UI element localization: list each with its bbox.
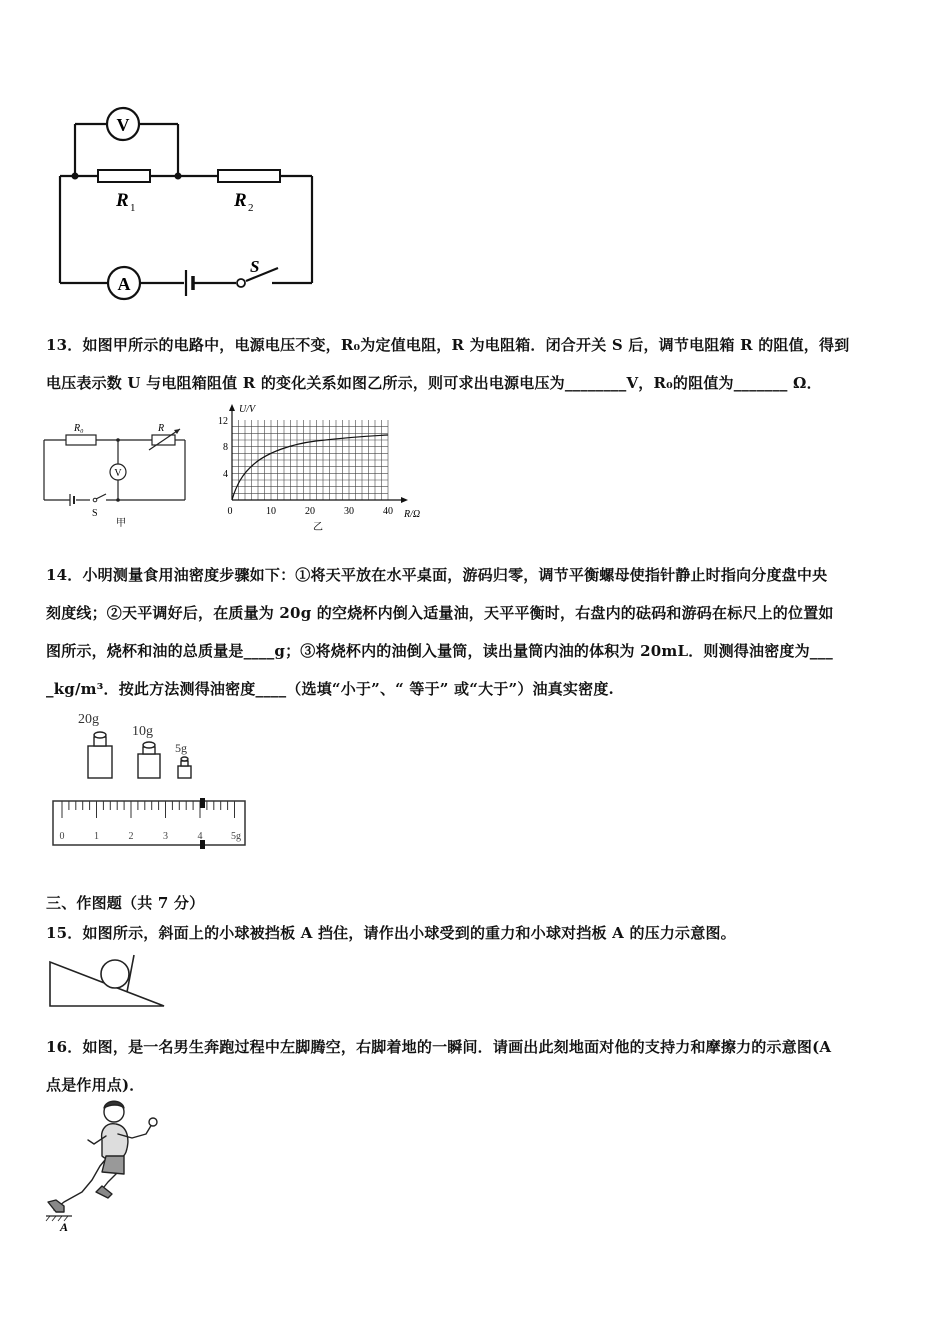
q14-line-3: 图所示，烧杯和油的总质量是____g；③将烧杯内的油倒入量筒，读出量筒内油的体积为 20mL．则测得油密度为___ — [46, 642, 833, 660]
question-13 — [46, 326, 849, 402]
section-heading: 三、作图题（共 7 分） — [46, 894, 205, 912]
weight-10g — [138, 754, 160, 778]
r1-subscript: 1 — [130, 202, 136, 214]
incline-ball-diagram — [46, 952, 171, 1010]
question-14 — [46, 556, 834, 708]
q14-line-2: 刻度线；②天平调好后，在质量为 20g 的空烧杯内倒入适量油，天平平衡时，右盘内的砝码和游码在标尺上的位置如 — [46, 604, 834, 622]
switch-label: S — [92, 508, 98, 519]
q15-line-1: 15．如图所示，斜面上的小球被挡板 A 挡住，请作出小球受到的重力和小球对挡板 A 的压力示意图。 — [46, 924, 736, 942]
switch-label: S — [250, 257, 260, 276]
x-tick-40: 40 — [383, 506, 393, 517]
balance-weights — [70, 706, 210, 784]
scale-tick-5g: 5g — [231, 831, 241, 842]
y-tick-4: 4 — [223, 469, 228, 480]
q14-line-4: _kg/m³．按此方法测得油密度____（选填“小于”、“ 等于” 或“大于”）油真实密度. — [46, 680, 614, 698]
voltmeter-label: V — [114, 468, 122, 479]
origin-tick: 0 — [227, 506, 233, 517]
weight-5g — [178, 766, 191, 778]
scale-tick-1: 1 — [94, 831, 99, 842]
voltmeter-label: V — [116, 115, 130, 135]
figure-caption-jia: 甲 — [116, 518, 126, 529]
scale-tick-2: 2 — [128, 831, 134, 842]
r1-label: R — [116, 190, 129, 211]
q13-graph-yi — [212, 400, 437, 535]
ball — [101, 960, 129, 988]
series-circuit-diagram — [50, 100, 340, 305]
x-axis-label: R/Ω — [404, 509, 421, 520]
y-tick-8: 8 — [223, 442, 228, 453]
rider-marker — [200, 798, 205, 808]
x-tick-20: 20 — [305, 506, 315, 517]
q13-line-2: 电压表示数 U 与电阻箱阻值 R 的变化关系如图乙所示，则可求出电源电压为________V，R₀的阻值为_______ Ω． — [46, 374, 822, 392]
q16-line-2: 点是作用点)． — [46, 1076, 145, 1094]
question-16 — [46, 1028, 831, 1104]
y-tick-12: 12 — [218, 416, 228, 427]
q14-line-1: 14．小明测量食用油密度步骤如下：①将天平放在水平桌面，游码归零，调节平衡螺母使指针静止时指向分度盘中央 — [46, 566, 828, 584]
r2-subscript: 2 — [248, 202, 254, 214]
voltmeter-symbol — [107, 108, 139, 140]
weight-10g-label: 10g — [132, 724, 153, 739]
r-label: R — [158, 423, 165, 434]
battery-symbol — [186, 270, 193, 296]
x-tick-10: 10 — [266, 506, 276, 517]
q13-line-1: 13．如图甲所示的电路中，电源电压不变，R₀为定值电阻，R 为电阻箱．闭合开关 S 后，调节电阻箱 R 的阻值，得到 — [46, 336, 850, 354]
q13-circuit-jia — [40, 418, 200, 530]
x-tick-30: 30 — [344, 506, 354, 517]
weight-5g-label: 5g — [175, 741, 187, 755]
ammeter-symbol — [108, 267, 140, 299]
running-boy-figure — [42, 1100, 167, 1235]
point-a-label: A — [60, 1220, 69, 1234]
scale-tick-3: 3 — [163, 831, 168, 842]
section-3 — [46, 888, 736, 948]
y-axis-label: U/V — [239, 404, 256, 415]
q16-line-1: 16．如图，是一名男生奔跑过程中左脚腾空，右脚着地的一瞬间．请画出此刻地面对他的支持力和摩擦力的示意图(A — [46, 1038, 832, 1056]
scale-tick-4: 4 — [197, 831, 203, 842]
figure-caption-yi: 乙 — [313, 522, 323, 533]
r0-label: R₀ — [74, 423, 84, 434]
rider-scale — [50, 796, 250, 852]
ammeter-label: A — [117, 274, 131, 294]
switch-pivot — [237, 279, 245, 287]
scale-tick-0: 0 — [59, 831, 65, 842]
weight-20g — [88, 746, 112, 778]
r2-label: R — [234, 190, 247, 211]
weight-20g-label: 20g — [78, 712, 99, 727]
